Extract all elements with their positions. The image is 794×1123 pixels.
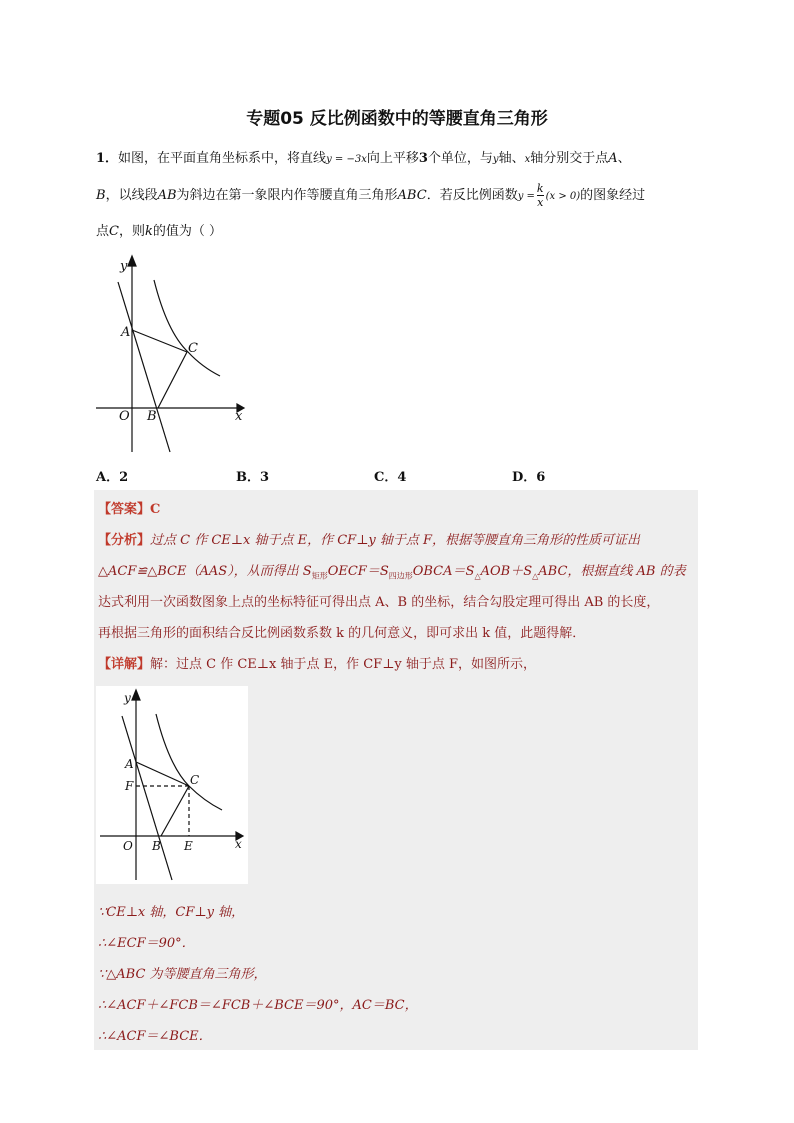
question-number: 1． — [96, 151, 119, 166]
label-a: A — [125, 757, 134, 771]
text: 个单位，与 — [427, 151, 493, 166]
number: 3 — [418, 151, 428, 166]
var: y — [492, 154, 499, 165]
label-c: C — [190, 773, 200, 787]
text: ，则 — [118, 224, 145, 239]
analysis-line-2 — [98, 560, 686, 582]
text: 轴分别交于点 — [530, 151, 609, 166]
label-b: B — [152, 839, 161, 853]
segment-ac — [136, 762, 189, 786]
text: 解：过点 C 作 CE⊥x 轴于点 E，作 CF⊥y 轴于点 F，如图所示， — [150, 657, 537, 672]
subscript: △ — [532, 571, 539, 581]
label-f: F — [125, 779, 134, 793]
answer-value: C — [150, 502, 161, 517]
var: ABC — [397, 188, 427, 203]
text: 轴、 — [498, 151, 525, 166]
label-y: y — [124, 691, 131, 705]
analysis-tag: 【分析】 — [98, 533, 151, 548]
text: 过点 C 作 CE⊥x 轴于点 E，作 CF⊥y 轴于点 F，根据等腰直角三角形的性质可证出 — [150, 533, 641, 548]
step-2: ∴∠ECF＝90°． — [98, 936, 195, 951]
text: 向上平移 — [366, 151, 419, 166]
label-y: y — [120, 259, 128, 274]
text: 为斜边在第一象限内作等腰直角三角形 — [176, 188, 398, 203]
label-x: x — [235, 837, 242, 851]
question-line-2 — [96, 182, 645, 209]
var: B — [96, 188, 106, 203]
analysis-line-1 — [98, 529, 640, 548]
text: 、 — [617, 151, 631, 166]
choice-a[interactable]: A．2 — [96, 470, 129, 485]
answer-tag: 【答案】 — [98, 502, 151, 517]
step-3: ∵△ABC 为等腰直角三角形， — [98, 967, 267, 982]
subscript: △ — [474, 571, 481, 581]
var: x — [524, 154, 531, 165]
label-b: B — [147, 409, 157, 424]
subscript: 四边形 — [388, 571, 413, 581]
y-axis-arrow — [128, 256, 136, 266]
subscript: 矩形 — [311, 571, 328, 581]
analysis-line-4: 再根据三角形的面积结合反比例函数系数 k 的几何意义，即可求出 k 值，此题得解． — [98, 626, 586, 641]
hyperbola — [154, 280, 220, 376]
var: AB — [157, 188, 177, 203]
label-a: A — [121, 325, 131, 340]
figure-question — [92, 252, 252, 457]
var: k — [144, 224, 153, 239]
text: ，以线段 — [105, 188, 158, 203]
text: OBCA＝S — [412, 564, 475, 579]
formula: y = −3x — [326, 154, 367, 165]
var: C — [109, 224, 119, 239]
label-o: O — [123, 839, 133, 853]
question-line-1 — [96, 147, 631, 166]
step-1: ∵CE⊥x 轴，CF⊥y 轴， — [98, 905, 245, 920]
text: 如图，在平面直角坐标系中，将直线 — [118, 151, 327, 166]
condition: (x > 0) — [545, 191, 581, 202]
text: 的图象经过 — [580, 188, 646, 203]
text: △ACF≌△BCE（AAS），从而得出 S — [98, 564, 312, 579]
question-line-3 — [96, 220, 222, 239]
label-o: O — [119, 409, 130, 424]
answer-line — [98, 498, 160, 517]
segment-bc — [161, 786, 189, 836]
text: OECF＝S — [327, 564, 389, 579]
choice-b[interactable]: B．3 — [236, 470, 270, 485]
text: ABC，根据直线 AB 的表 — [538, 564, 686, 579]
label-e: E — [184, 839, 193, 853]
text: 点 — [96, 224, 110, 239]
denominator: x — [537, 196, 544, 209]
segment-bc — [158, 352, 187, 408]
line-ab — [122, 716, 172, 880]
step-5: ∴∠ACF＝∠BCE． — [98, 1029, 212, 1044]
text: ．若反比例函数 — [426, 188, 518, 203]
label-c: C — [188, 341, 198, 356]
analysis-line-3: 达式利用一次函数图象上点的坐标特征可得出点 A、B 的坐标，结合勾股定理可得出 AB 的长度， — [98, 595, 660, 610]
detail-tag: 【详解】 — [98, 657, 151, 672]
choice-d[interactable]: D．6 — [512, 470, 546, 485]
y-axis-arrow — [132, 690, 140, 700]
text: 的值为（ ） — [152, 224, 223, 239]
step-4: ∴∠ACF＋∠FCB＝∠FCB＋∠BCE＝90°，AC＝BC， — [98, 998, 418, 1013]
solution-block — [94, 490, 698, 1050]
numerator: k — [536, 182, 544, 195]
detail-line-1 — [98, 653, 536, 672]
text: AOB＋S — [480, 564, 533, 579]
label-x: x — [235, 409, 243, 424]
formula: y = — [517, 191, 535, 202]
var: A — [608, 151, 618, 166]
figure-solution — [96, 686, 248, 884]
fraction — [537, 182, 544, 209]
page-title: 专题05 反比例函数中的等腰直角三角形 — [246, 109, 548, 129]
choice-c[interactable]: C．4 — [374, 470, 407, 485]
